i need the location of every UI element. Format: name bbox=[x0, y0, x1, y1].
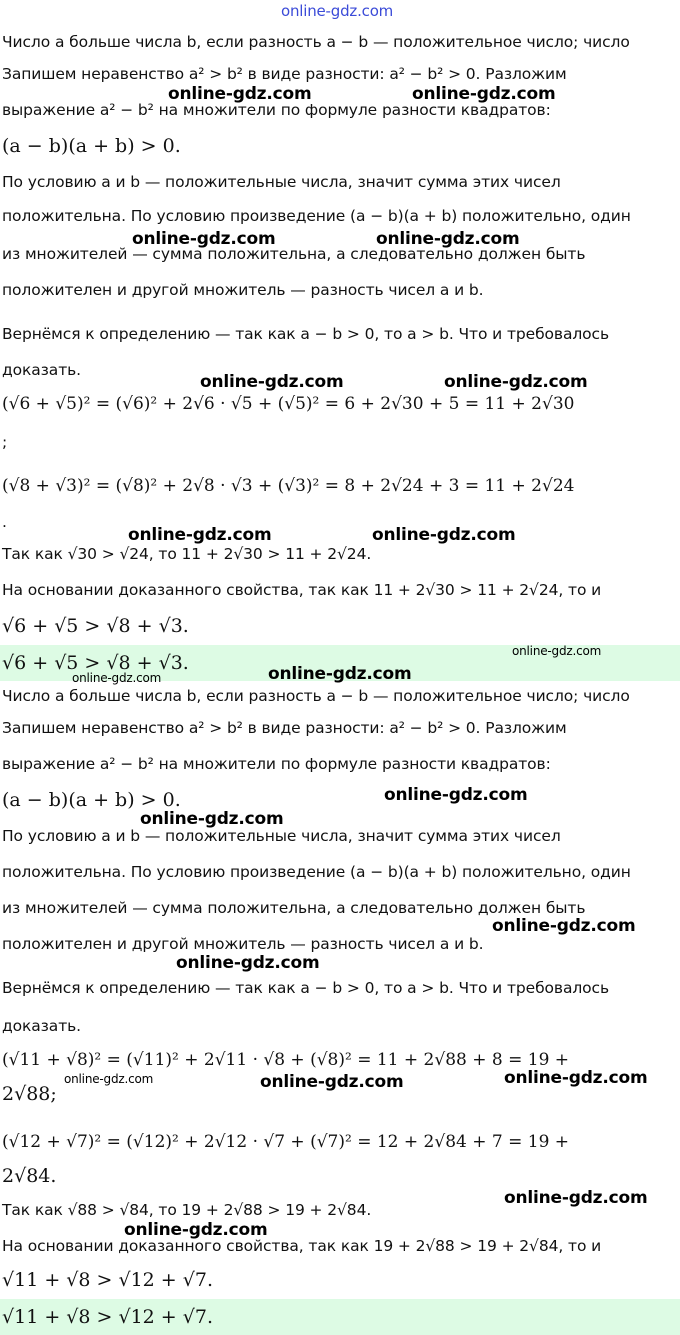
watermark: online-gdz.com bbox=[268, 664, 412, 684]
text-line: выражение a² − b² на множители по формуле разности квадратов: bbox=[2, 101, 551, 119]
watermark: online-gdz.com bbox=[168, 84, 312, 104]
math-line: 2√84. bbox=[2, 1165, 57, 1187]
text-line: Так как √88 > √84, то 19 + 2√88 > 19 + 2√84. bbox=[2, 1201, 372, 1219]
text-line: Запишем неравенство a² > b² в виде разности: a² − b² > 0. Разложим bbox=[2, 719, 567, 737]
text-line: Число a больше числа b, если разность a − b — положительное число; число bbox=[2, 33, 630, 51]
text-line: . bbox=[2, 513, 7, 531]
watermark: online-gdz.com bbox=[200, 372, 344, 392]
watermark: online-gdz.com bbox=[372, 525, 516, 545]
text-line: из множителей — сумма положительна, а следовательно должен быть bbox=[2, 899, 586, 917]
text-line: На основании доказанного свойства, так как 19 + 2√88 > 19 + 2√84, то и bbox=[2, 1237, 602, 1255]
text-line: положительна. По условию произведение (a − b)(a + b) положительно, один bbox=[2, 863, 631, 881]
watermark: online-gdz.com bbox=[412, 84, 556, 104]
watermark: online-gdz.com bbox=[504, 1068, 648, 1088]
text-line: доказать. bbox=[2, 361, 81, 379]
text-line: Вернёмся к определению — так как a − b > 0, то a > b. Что и требовалось bbox=[2, 325, 609, 343]
watermark: online-gdz.com bbox=[132, 229, 276, 249]
watermark: online-gdz.com bbox=[504, 1188, 648, 1208]
watermark: online-gdz.com bbox=[384, 785, 528, 805]
watermark: online-gdz.com bbox=[72, 671, 162, 685]
watermark: online-gdz.com bbox=[376, 229, 520, 249]
math-line: (√12 + √7)² = (√12)² + 2√12 · √7 + (√7)² = 12 + 2√84 + 7 = 19 + bbox=[2, 1132, 570, 1152]
watermark: online-gdz.com bbox=[140, 809, 284, 829]
math-line: 2√88; bbox=[2, 1083, 57, 1105]
watermark: online-gdz.com bbox=[444, 372, 588, 392]
watermark: online-gdz.com bbox=[512, 644, 602, 658]
watermark: online-gdz.com bbox=[128, 525, 272, 545]
answer-line: √11 + √8 > √12 + √7. bbox=[2, 1306, 213, 1328]
watermark: online-gdz.com bbox=[281, 2, 394, 20]
text-line: На основании доказанного свойства, так как 11 + 2√30 > 11 + 2√24, то и bbox=[2, 581, 602, 599]
watermark: online-gdz.com bbox=[260, 1072, 404, 1092]
math-line: (√8 + √3)² = (√8)² + 2√8 · √3 + (√3)² = 8 + 2√24 + 3 = 11 + 2√24 bbox=[2, 476, 575, 496]
text-line: Число a больше числа b, если разность a − b — положительное число; число bbox=[2, 687, 630, 705]
text-line: По условию a и b — положительные числа, значит сумма этих чисел bbox=[2, 173, 561, 191]
math-line: (a − b)(a + b) > 0. bbox=[2, 135, 181, 157]
text-line: По условию a и b — положительные числа, значит сумма этих чисел bbox=[2, 827, 561, 845]
math-line: (√6 + √5)² = (√6)² + 2√6 · √5 + (√5)² = 6 + 2√30 + 5 = 11 + 2√30 bbox=[2, 394, 575, 414]
math-line: √6 + √5 > √8 + √3. bbox=[2, 615, 189, 637]
text-line: Так как √30 > √24, то 11 + 2√30 > 11 + 2√24. bbox=[2, 545, 372, 563]
math-line: (√11 + √8)² = (√11)² + 2√11 · √8 + (√8)² = 11 + 2√88 + 8 = 19 + bbox=[2, 1050, 570, 1070]
watermark: online-gdz.com bbox=[124, 1220, 268, 1240]
watermark: online-gdz.com bbox=[176, 953, 320, 973]
text-line: из множителей — сумма положительна, а следовательно должен быть bbox=[2, 245, 586, 263]
text-line: Запишем неравенство a² > b² в виде разности: a² − b² > 0. Разложим bbox=[2, 65, 567, 83]
text-line: выражение a² − b² на множители по формуле разности квадратов: bbox=[2, 755, 551, 773]
answer-line: √6 + √5 > √8 + √3. bbox=[2, 652, 189, 674]
text-line: положителен и другой множитель — разность чисел a и b. bbox=[2, 281, 484, 299]
math-line: (a − b)(a + b) > 0. bbox=[2, 789, 181, 811]
watermark: online-gdz.com bbox=[64, 1072, 154, 1086]
text-line: положительна. По условию произведение (a − b)(a + b) положительно, один bbox=[2, 207, 631, 225]
text-line: положителен и другой множитель — разность чисел a и b. bbox=[2, 935, 484, 953]
text-line: ; bbox=[2, 433, 8, 451]
watermark: online-gdz.com bbox=[492, 916, 636, 936]
text-line: доказать. bbox=[2, 1017, 81, 1035]
text-line: Вернёмся к определению — так как a − b > 0, то a > b. Что и требовалось bbox=[2, 979, 609, 997]
math-line: √11 + √8 > √12 + √7. bbox=[2, 1269, 213, 1291]
